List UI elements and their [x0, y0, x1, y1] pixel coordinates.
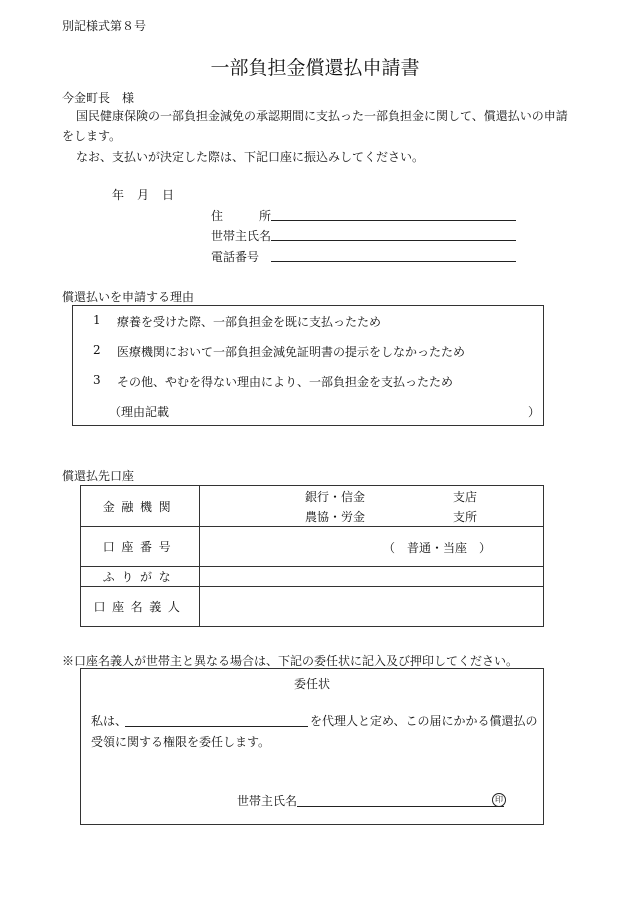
seal-mark: 印	[492, 793, 506, 807]
institution-label-cell	[81, 486, 200, 527]
account-heading: 償還払先口座	[62, 469, 135, 483]
bank-type-1: 銀行・信金	[305, 490, 366, 504]
number-label: 口座番号	[102, 540, 178, 554]
number-value-cell[interactable]	[200, 527, 544, 567]
furigana-value-cell[interactable]	[200, 567, 544, 587]
reasons-heading: 償還払いを申請する理由	[62, 290, 195, 304]
branch-1: 支店	[453, 490, 478, 504]
reason-1-text: 療養を受けた際、一部負担金を既に支払ったため	[117, 315, 382, 329]
addressee: 今金町長 様	[62, 91, 135, 105]
holder-value-cell[interactable]	[200, 587, 544, 627]
delegation-text-2: 受領に関する権限を委任します。	[91, 735, 271, 749]
date-year-label: 年	[112, 188, 125, 202]
furigana-label-cell	[81, 567, 200, 587]
delegation-notice: ※口座名義人が世帯主と異なる場合は、下記の委任状に記入及び押印してください。	[62, 654, 519, 668]
reason-note-close: ）	[528, 405, 541, 419]
delegation-householder-label: 世帯主氏名	[237, 794, 298, 808]
reason-1-number[interactable]: 1	[93, 313, 101, 327]
account-table	[80, 485, 544, 627]
reason-3-text: その他、やむを得ない理由により、一部負担金を支払ったため	[117, 375, 454, 389]
address-field[interactable]	[271, 220, 516, 221]
reason-note-open: （理由記載	[109, 405, 170, 419]
holder-label: 口座名義人	[93, 600, 187, 614]
intro-line-3: なお、支払いが決定した際は、下記口座に振込みしてください。	[76, 150, 425, 164]
date-day-label: 日	[162, 188, 175, 202]
phone-field[interactable]	[271, 261, 516, 262]
furigana-label: ふりがな	[102, 570, 178, 584]
delegation-text-pre: 私は、	[91, 714, 128, 728]
address-label: 住 所	[211, 209, 272, 223]
delegation-box	[80, 668, 544, 825]
account-type: （ 普通・当座 ）	[383, 541, 492, 555]
date-month-label: 月	[137, 188, 150, 202]
intro-line-2: をします。	[62, 129, 122, 143]
delegation-text-post: を代理人と定め、この届にかかる償還払の	[310, 714, 538, 728]
institution-label: 金融機関	[102, 499, 178, 514]
bank-type-2: 農協・労金	[305, 510, 366, 524]
intro-line-1: 国民健康保険の一部負担金減免の承認期間に支払った一部負担金に関して、償還払いの申請	[76, 109, 568, 123]
reasons-box	[72, 305, 544, 426]
delegation-householder-field[interactable]	[297, 806, 504, 807]
agent-name-field[interactable]	[125, 726, 308, 727]
delegation-title: 委任状	[293, 677, 330, 691]
householder-label: 世帯主氏名	[211, 229, 272, 243]
holder-label-cell	[81, 587, 200, 627]
institution-value-cell[interactable]	[200, 486, 544, 527]
reason-2-text: 医療機関において一部負担金減免証明書の提示をしなかったため	[117, 345, 466, 359]
page-title: 一部負担金償還払申請書	[210, 57, 420, 79]
number-label-cell	[81, 527, 200, 567]
branch-2: 支所	[453, 510, 478, 524]
form-number: 別記様式第８号	[62, 19, 147, 33]
reason-2-number[interactable]: 2	[93, 343, 101, 357]
reason-note-field[interactable]	[166, 400, 526, 418]
phone-label: 電話番号	[211, 250, 260, 264]
reason-3-number[interactable]: 3	[93, 373, 101, 387]
householder-field[interactable]	[271, 240, 516, 241]
